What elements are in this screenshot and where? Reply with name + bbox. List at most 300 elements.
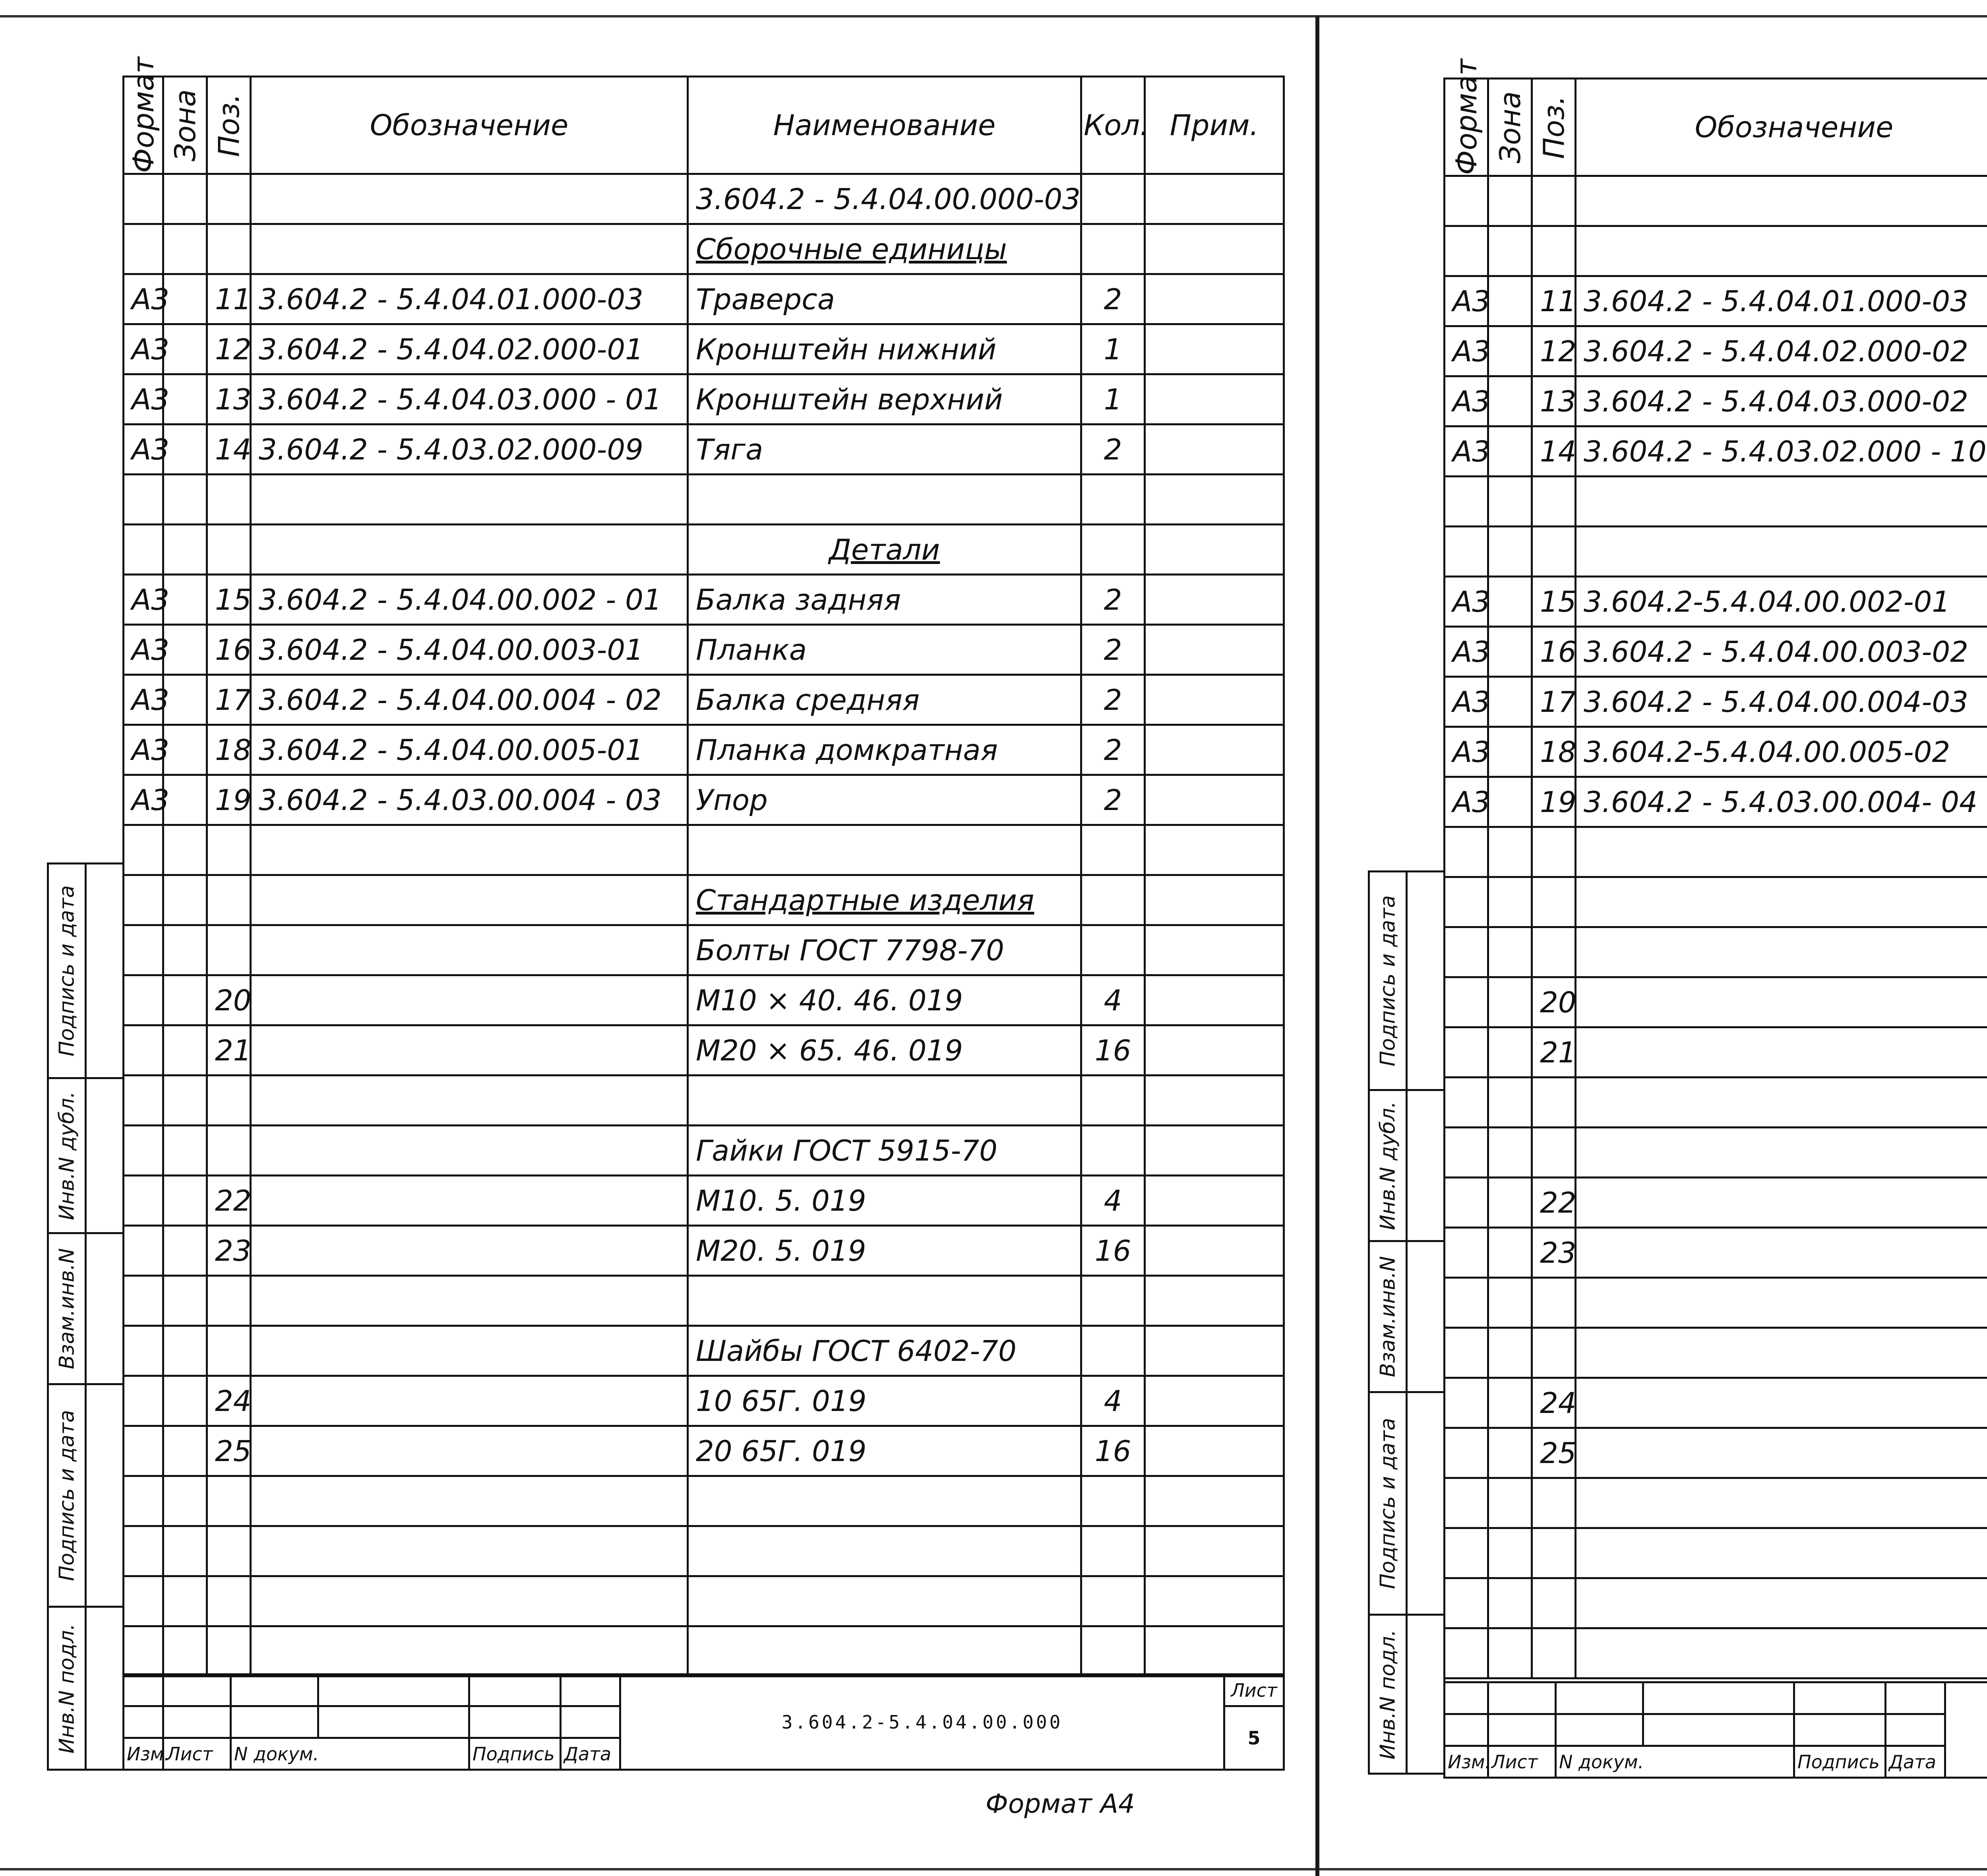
cell-note (1145, 274, 1284, 324)
table-row (124, 324, 1284, 374)
table-row (124, 1526, 1284, 1576)
cell-pos: 11 (207, 274, 251, 324)
cell-designation: 3.604.2 - 5.4.04.01.000-03 (1576, 276, 1987, 326)
sidebar-label: Подпись и дата (1369, 872, 1407, 1090)
table-row (1445, 176, 1987, 226)
table-row (124, 1576, 1284, 1626)
cell-format: А3 (1445, 677, 1488, 727)
cell-format (1445, 1178, 1488, 1228)
table-row (124, 374, 1284, 424)
cell-format: А3 (1445, 326, 1488, 376)
cell-format (124, 525, 163, 575)
cell-zone (1488, 1578, 1532, 1628)
cell-pos: 17 (207, 675, 251, 725)
cell-format (124, 975, 163, 1025)
cell-designation (1576, 477, 1987, 527)
col-qty-header: Кол. (1081, 77, 1145, 174)
cell-format (1445, 927, 1488, 977)
cell-zone (163, 925, 207, 975)
cell-zone (163, 525, 207, 575)
cell-qty (1081, 475, 1145, 525)
cell-format: А3 (124, 274, 163, 324)
cell-name (688, 1076, 1081, 1126)
cell-note (1145, 975, 1284, 1025)
table-row (1445, 1528, 1987, 1578)
table-row (1445, 376, 1987, 426)
cell-pos (1532, 1578, 1576, 1628)
cell-zone (1488, 927, 1532, 977)
cell-name: Кронштейн нижний (688, 324, 1081, 374)
cell-zone (1488, 1428, 1532, 1478)
tb-sign: Подпись (469, 1738, 561, 1770)
table-row (1445, 527, 1987, 577)
col-zone-header: Зона (1488, 79, 1532, 176)
cell-qty: 2 (1081, 775, 1145, 825)
cell-designation (1576, 1378, 1987, 1428)
col-designation-header: Обозначение (251, 77, 688, 174)
cell-qty: 2 (1081, 625, 1145, 675)
table-row (1445, 326, 1987, 376)
cell-zone (163, 475, 207, 525)
cell-format: А3 (1445, 376, 1488, 426)
cell-format (1445, 1578, 1488, 1628)
cell-pos (207, 825, 251, 875)
cell-pos (207, 224, 251, 274)
cell-designation (251, 475, 688, 525)
cell-note (1145, 174, 1284, 224)
cell-name: М20. 5. 019 (688, 1226, 1081, 1276)
cell-zone (1488, 1278, 1532, 1328)
cell-pos: 19 (207, 775, 251, 825)
table-row (124, 1326, 1284, 1376)
table-row (124, 525, 1284, 575)
cell-name (688, 825, 1081, 875)
cell-name (688, 1476, 1081, 1526)
cell-note (1145, 725, 1284, 775)
cell-designation (251, 1526, 688, 1576)
left-sheet-number: 5 (1224, 1706, 1284, 1770)
table-row (1445, 1128, 1987, 1178)
sidebar-label: Подпись и дата (48, 1384, 86, 1607)
tb-sign: Подпись (1794, 1746, 1886, 1778)
cell-designation (251, 825, 688, 875)
cell-name: Планка домкратная (688, 725, 1081, 775)
cell-pos: 21 (207, 1025, 251, 1076)
cell-format (1445, 1078, 1488, 1128)
cell-pos: 24 (1532, 1378, 1576, 1428)
cell-note (1145, 1226, 1284, 1276)
cell-zone (1488, 727, 1532, 777)
cell-qty (1081, 224, 1145, 274)
cell-zone (1488, 477, 1532, 527)
cell-designation (251, 1176, 688, 1226)
cell-designation (251, 1576, 688, 1626)
cell-zone (163, 274, 207, 324)
col-format-header: Формат (124, 77, 163, 174)
cell-pos: 17 (1532, 677, 1576, 727)
cell-zone (163, 1476, 207, 1526)
cell-format (124, 1226, 163, 1276)
cell-designation (1576, 1628, 1987, 1678)
cell-zone (1488, 1628, 1532, 1678)
cell-designation (251, 1276, 688, 1326)
cell-pos (1532, 1128, 1576, 1178)
cell-zone (163, 1226, 207, 1276)
cell-format (124, 1426, 163, 1476)
cell-zone (163, 174, 207, 224)
tb-ndoc: N докум. (231, 1738, 469, 1770)
table-row (124, 1476, 1284, 1526)
cell-name: Стандартные изделия (688, 875, 1081, 925)
table-row (1445, 1178, 1987, 1228)
tb-ndoc: N докум. (1556, 1746, 1794, 1778)
cell-format (1445, 1278, 1488, 1328)
cell-designation (1576, 1027, 1987, 1078)
cell-note (1145, 925, 1284, 975)
cell-zone (163, 675, 207, 725)
cell-pos (207, 1076, 251, 1126)
cell-format (1445, 827, 1488, 877)
cell-zone (1488, 276, 1532, 326)
table-row (124, 1626, 1284, 1676)
cell-zone (163, 1426, 207, 1476)
cell-format (1445, 477, 1488, 527)
cell-qty (1081, 1576, 1145, 1626)
cell-pos: 15 (207, 575, 251, 625)
cell-pos (1532, 1078, 1576, 1128)
cell-format: А3 (1445, 577, 1488, 627)
col-designation-header: Обозначение (1576, 79, 1987, 176)
table-row (1445, 577, 1987, 627)
cell-pos (207, 174, 251, 224)
cell-pos (1532, 827, 1576, 877)
cell-qty (1081, 925, 1145, 975)
cell-zone (1488, 577, 1532, 627)
cell-zone (1488, 1027, 1532, 1078)
table-row (124, 475, 1284, 525)
sidebar-label: Взам.инв.N (1369, 1241, 1407, 1392)
cell-designation (251, 1226, 688, 1276)
cell-name: Кронштейн верхний (688, 374, 1081, 424)
cell-designation (1576, 1278, 1987, 1328)
cell-pos: 23 (207, 1226, 251, 1276)
cell-designation (251, 975, 688, 1025)
sidebar-label: Инв.N дубл. (48, 1078, 86, 1233)
cell-pos (1532, 927, 1576, 977)
col-name-header: Наименование (688, 77, 1081, 174)
cell-format (1445, 1378, 1488, 1428)
cell-name: Упор (688, 775, 1081, 825)
cell-zone (1488, 877, 1532, 927)
cell-designation (251, 1626, 688, 1676)
cell-qty (1081, 525, 1145, 575)
cell-name (688, 1276, 1081, 1326)
cell-pos (1532, 226, 1576, 276)
cell-qty: 1 (1081, 324, 1145, 374)
sidebar-label: Инв.N подл. (48, 1607, 86, 1770)
cell-qty: 16 (1081, 1226, 1145, 1276)
cell-zone (163, 1176, 207, 1226)
cell-designation: 3.604.2 - 5.4.04.02.000-01 (251, 324, 688, 374)
cell-designation: 3.604.2 - 5.4.04.02.000-02 (1576, 326, 1987, 376)
cell-zone (163, 875, 207, 925)
table-row (1445, 426, 1987, 477)
right-spec-rows (1445, 176, 1987, 1678)
cell-format: А3 (124, 675, 163, 725)
table-row (1445, 1078, 1987, 1128)
cell-zone (163, 1126, 207, 1176)
cell-format (124, 1126, 163, 1176)
cell-format: А3 (1445, 276, 1488, 326)
cell-pos: 12 (1532, 326, 1576, 376)
cell-pos (207, 1326, 251, 1376)
cell-zone (1488, 527, 1532, 577)
cell-designation (1576, 1528, 1987, 1578)
right-spec-table (1443, 78, 1987, 1679)
cell-designation (251, 925, 688, 975)
cell-format: А3 (124, 424, 163, 475)
cell-format: А3 (1445, 777, 1488, 827)
cell-note (1145, 1176, 1284, 1226)
tb-list: Лист (163, 1738, 231, 1770)
cell-note (1145, 875, 1284, 925)
cell-zone (1488, 1378, 1532, 1428)
cell-zone (163, 424, 207, 475)
cell-designation (251, 174, 688, 224)
cell-note (1145, 1025, 1284, 1076)
cell-designation (1576, 1178, 1987, 1228)
table-row (124, 775, 1284, 825)
cell-format: А3 (1445, 627, 1488, 677)
cell-pos (1532, 877, 1576, 927)
left-sheet-label: Лист (1224, 1674, 1284, 1706)
table-row (124, 1126, 1284, 1176)
cell-designation (251, 1126, 688, 1176)
cell-qty: 1 (1081, 374, 1145, 424)
cell-qty: 4 (1081, 1176, 1145, 1226)
table-row (124, 675, 1284, 725)
table-row (124, 925, 1284, 975)
cell-designation: 3.604.2 - 5.4.04.00.004 - 02 (251, 675, 688, 725)
cell-zone (1488, 977, 1532, 1027)
cell-note (1145, 324, 1284, 374)
cell-designation: 3.604.2 - 5.4.04.00.003-02 (1576, 627, 1987, 677)
cell-designation: 3.604.2 - 5.4.04.01.000-03 (251, 274, 688, 324)
cell-format (1445, 1027, 1488, 1078)
cell-note (1145, 1526, 1284, 1576)
cell-format (1445, 226, 1488, 276)
cell-name: Детали (688, 525, 1081, 575)
tb-izm: Изм. (124, 1738, 163, 1770)
table-row (1445, 677, 1987, 727)
cell-pos: 16 (207, 625, 251, 675)
cell-pos: 15 (1532, 577, 1576, 627)
cell-note (1145, 1426, 1284, 1476)
cell-pos: 22 (207, 1176, 251, 1226)
cell-pos (207, 1126, 251, 1176)
cell-format (124, 475, 163, 525)
cell-pos: 20 (1532, 977, 1576, 1027)
cell-qty: 2 (1081, 575, 1145, 625)
table-row (124, 1025, 1284, 1076)
table-row (124, 725, 1284, 775)
cell-designation (1576, 1128, 1987, 1178)
cell-format (124, 1076, 163, 1126)
cell-qty (1081, 174, 1145, 224)
table-row (1445, 627, 1987, 677)
table-row (1445, 727, 1987, 777)
cell-designation (1576, 827, 1987, 877)
cell-name (688, 1626, 1081, 1676)
table-row (124, 1176, 1284, 1226)
table-row (124, 224, 1284, 274)
cell-note (1145, 1376, 1284, 1426)
cell-zone (163, 725, 207, 775)
cell-designation: 3.604.2 - 5.4.04.00.003-01 (251, 625, 688, 675)
cell-zone (163, 1076, 207, 1126)
cell-designation (1576, 1228, 1987, 1278)
cell-qty: 16 (1081, 1426, 1145, 1476)
table-row (1445, 777, 1987, 827)
cell-pos (207, 1576, 251, 1626)
cell-pos (207, 1526, 251, 1576)
cell-designation (1576, 176, 1987, 226)
cell-format (124, 1576, 163, 1626)
cell-zone (163, 1326, 207, 1376)
table-row (1445, 1578, 1987, 1628)
cell-designation (1576, 1328, 1987, 1378)
table-row (1445, 927, 1987, 977)
cell-designation: 3.604.2-5.4.04.00.002-01 (1576, 577, 1987, 627)
cell-qty: 16 (1081, 1025, 1145, 1076)
cell-format (124, 1176, 163, 1226)
cell-qty (1081, 1276, 1145, 1326)
cell-pos: 18 (1532, 727, 1576, 777)
sidebar-label: Инв.N подл. (1369, 1615, 1407, 1774)
cell-note (1145, 825, 1284, 875)
page-bottom-edge (0, 1868, 1987, 1870)
cell-pos (1532, 1278, 1576, 1328)
cell-note (1145, 475, 1284, 525)
cell-zone (163, 1576, 207, 1626)
sidebar-label: Подпись и дата (1369, 1392, 1407, 1615)
table-row (1445, 276, 1987, 326)
cell-format (124, 224, 163, 274)
cell-zone (1488, 1228, 1532, 1278)
cell-designation: 3.604.2 - 5.4.04.03.000 - 01 (251, 374, 688, 424)
cell-name: Планка (688, 625, 1081, 675)
cell-pos: 16 (1532, 627, 1576, 677)
cell-note (1145, 1476, 1284, 1526)
tb-date: Дата (1886, 1746, 1945, 1778)
cell-note (1145, 1626, 1284, 1676)
cell-note (1145, 525, 1284, 575)
cell-zone (163, 625, 207, 675)
cell-pos (207, 1276, 251, 1326)
cell-designation (1576, 1428, 1987, 1478)
cell-pos (1532, 477, 1576, 527)
cell-pos (207, 1626, 251, 1676)
cell-qty (1081, 1476, 1145, 1526)
cell-zone (163, 775, 207, 825)
cell-qty (1081, 825, 1145, 875)
cell-zone (1488, 1128, 1532, 1178)
cell-zone (163, 1526, 207, 1576)
cell-zone (1488, 1178, 1532, 1228)
cell-qty: 4 (1081, 1376, 1145, 1426)
cell-zone (163, 1626, 207, 1676)
table-row (124, 174, 1284, 224)
table-row (1445, 477, 1987, 527)
cell-name: М10 × 40. 46. 019 (688, 975, 1081, 1025)
cell-designation: 3.604.2 - 5.4.04.00.005-01 (251, 725, 688, 775)
table-row (124, 975, 1284, 1025)
cell-zone (163, 825, 207, 875)
table-row (124, 575, 1284, 625)
cell-name (688, 1526, 1081, 1576)
table-row (124, 1276, 1284, 1326)
cell-zone (1488, 777, 1532, 827)
col-zone-header: Зона (163, 77, 207, 174)
cell-designation: 3.604.2 - 5.4.03.02.000 - 10 (1576, 426, 1987, 477)
cell-designation (251, 1076, 688, 1126)
cell-designation (1576, 226, 1987, 276)
right-title-block (1443, 1681, 1987, 1779)
cell-format (124, 825, 163, 875)
page-top-edge (0, 15, 1987, 17)
sidebar-label: Подпись и дата (48, 864, 86, 1078)
tb-date: Дата (561, 1738, 620, 1770)
cell-note (1145, 1576, 1284, 1626)
table-row (1445, 1278, 1987, 1328)
cell-format (124, 1526, 163, 1576)
cell-designation: 3.604.2-5.4.04.00.005-02 (1576, 727, 1987, 777)
cell-qty (1081, 1076, 1145, 1126)
right-sidebar-stamp (1368, 870, 1445, 1775)
cell-format (1445, 527, 1488, 577)
cell-name (688, 475, 1081, 525)
cell-pos (1532, 1528, 1576, 1578)
cell-format (124, 875, 163, 925)
table-row (1445, 226, 1987, 276)
tb-list: Лист (1488, 1746, 1556, 1778)
table-row (124, 875, 1284, 925)
cell-pos (207, 875, 251, 925)
cell-name: Балка задняя (688, 575, 1081, 625)
cell-designation: 3.604.2 - 5.4.03.02.000-09 (251, 424, 688, 475)
cell-note (1145, 1076, 1284, 1126)
cell-name: 10 65Г. 019 (688, 1376, 1081, 1426)
cell-pos (1532, 176, 1576, 226)
col-pos-header: Поз. (207, 77, 251, 174)
cell-pos: 14 (1532, 426, 1576, 477)
cell-pos: 11 (1532, 276, 1576, 326)
cell-zone (1488, 677, 1532, 727)
cell-pos: 13 (1532, 376, 1576, 426)
cell-zone (1488, 176, 1532, 226)
cell-designation (1576, 977, 1987, 1027)
cell-name: Балка средняя (688, 675, 1081, 725)
col-format-header: Формат (1445, 79, 1488, 176)
cell-name: 20 65Г. 019 (688, 1426, 1081, 1476)
cell-zone (1488, 326, 1532, 376)
cell-format (124, 1326, 163, 1376)
table-row (124, 625, 1284, 675)
cell-qty (1081, 1126, 1145, 1176)
left-spec-rows (124, 174, 1284, 1676)
table-row (1445, 827, 1987, 877)
cell-format (124, 925, 163, 975)
